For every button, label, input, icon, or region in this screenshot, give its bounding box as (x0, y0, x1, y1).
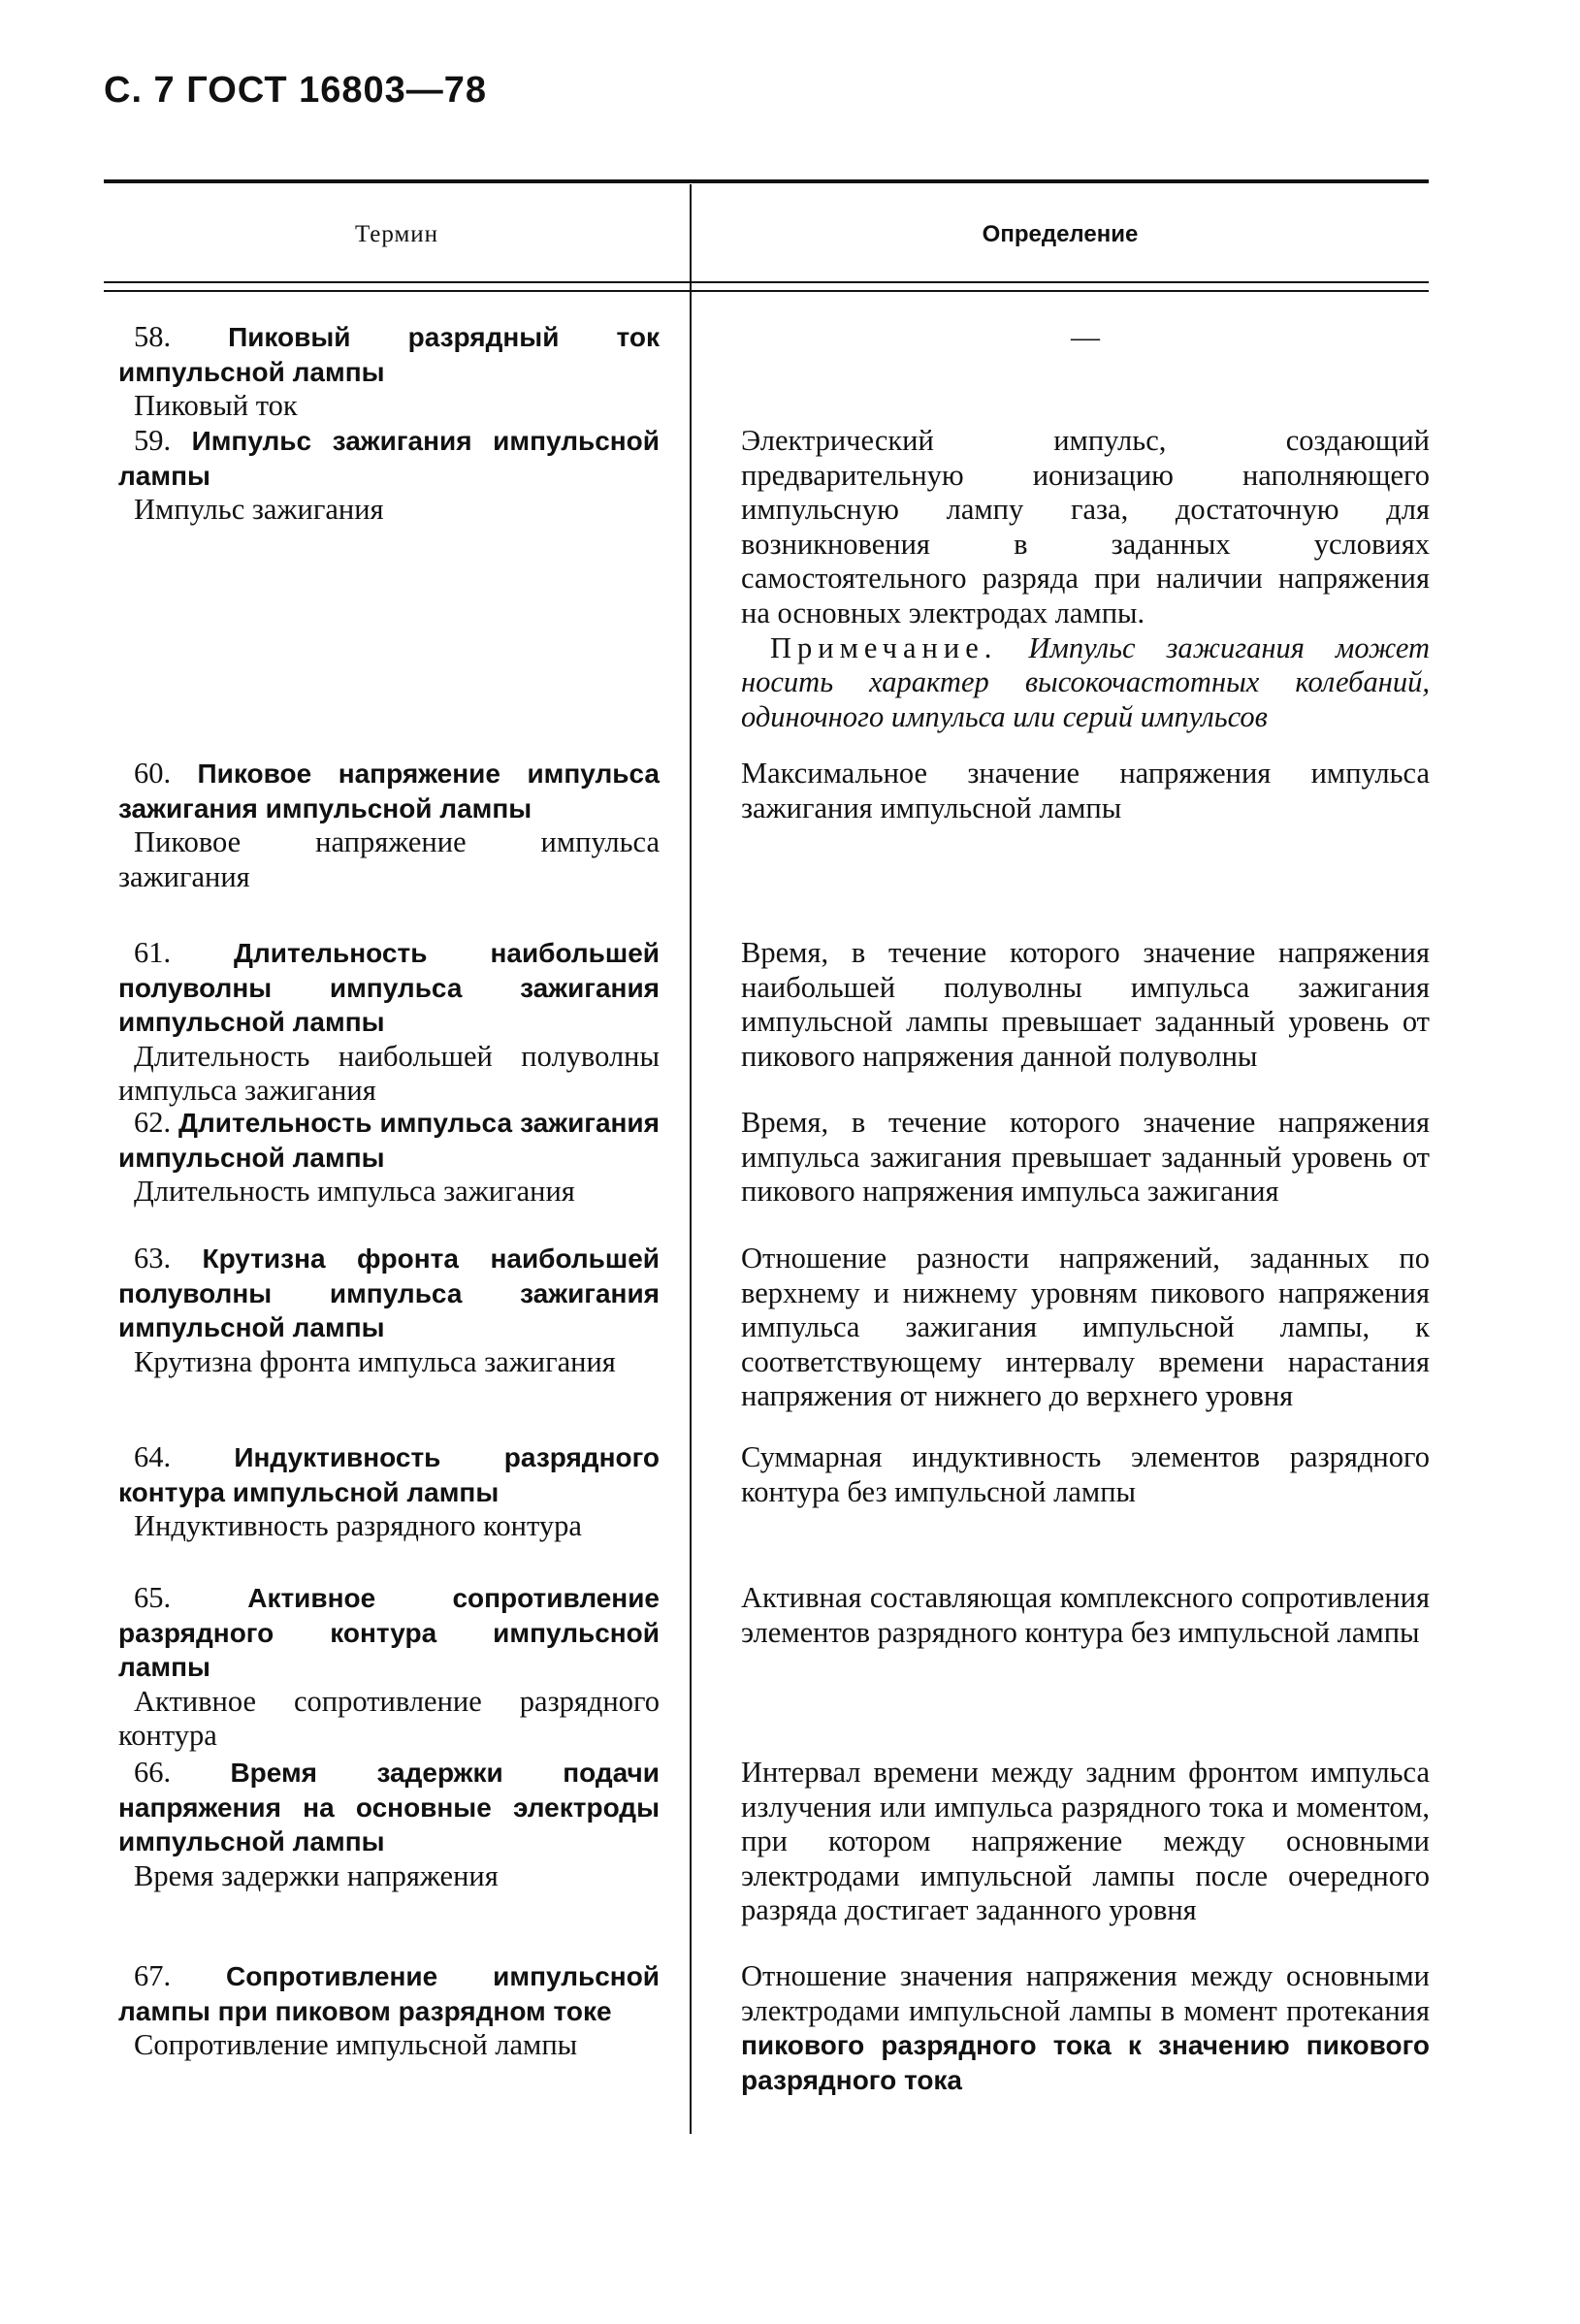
term-short-form: Длительность наибольшей полуволны импульса зажигания (118, 1039, 660, 1108)
definition-entry-63: Отношение разности напряжений, заданных по верхнему и нижнему уровням пикового напряжения импульса зажигания импульсной лампы, к соответствующему интервалу времени нарастания напряжения от нижнего до верхнего уровня (741, 1242, 1430, 1413)
term-short-form: Активное сопротивление разрядного контура (118, 1684, 660, 1753)
definition-note (741, 631, 1430, 735)
term-short-form: Сопротивление импульсной лампы (134, 2028, 578, 2062)
definition-entry-66: Интервал времени между задним фронтом импульса излучения или импульса разрядного тока и моментом, при котором напряжение между основными электродами импульсной лампы после очередного разряда достигает заданного уровня (741, 1756, 1430, 1927)
term-column-header: Термин (354, 221, 439, 247)
term-entry-62 (118, 1106, 660, 1210)
term-short-form: Импульс зажигания (134, 493, 384, 527)
term-number: 66. (134, 1756, 172, 1789)
definition-entry-58: — (1071, 321, 1100, 353)
term-entry-63 (118, 1242, 660, 1379)
term-title: Длительность импульса зажигания импульсной лампы (118, 1108, 660, 1173)
note-label: Примечание. (770, 630, 998, 664)
term-number: 63. (134, 1242, 172, 1275)
term-entry-65 (118, 1581, 660, 1754)
term-number: 67. (134, 1959, 172, 1992)
term-short-form: Индуктивность разрядного контура (134, 1509, 582, 1543)
note-text: Импульс зажигания может носить характер высокочастотных колебаний, одиночного импульса или серий импульсов (741, 630, 1430, 733)
term-title: Пиковое напряжение импульса зажигания импульсной лампы (118, 759, 660, 823)
definition-entry-59 (741, 424, 1430, 734)
definition-text: Отношение значения напряжения между основными электродами импульсной лампы в момент протекания (741, 1959, 1430, 2027)
term-entry-60 (118, 757, 660, 894)
term-number: 59. (134, 424, 172, 457)
page-header: С. 7 ГОСТ 16803—78 (104, 70, 488, 111)
definition-text: Электрический импульс, создающий предварительную ионизацию наполняющего импульсную лампу газа, достаточную для возникновения в заданных условиях самостоятельного разряда при наличии напряжения на основных электродах лампы. (741, 424, 1430, 629)
term-number: 61. (134, 936, 172, 969)
definition-entry-61: Время, в течение которого значение напряжения наибольшей полуволны импульса зажигания импульсной лампы превышает заданный уровень от пикового напряжения данной полуволны (741, 936, 1430, 1073)
term-short-form: Крутизна фронта импульса зажигания (134, 1344, 616, 1378)
definition-entry-67 (741, 1959, 1430, 2097)
term-title: Активное сопротивление разрядного контура импульсной лампы (118, 1583, 661, 1683)
definition-entry-62: Время, в течение которого значение напряжения импульса зажигания превышает заданный уровень от пикового напряжения импульса зажигания (741, 1106, 1430, 1209)
table-top-rule (104, 179, 1429, 183)
term-number: 62. (134, 1106, 172, 1139)
term-entry-59 (118, 424, 660, 528)
term-number: 60. (134, 757, 172, 790)
term-short-form: Длительность импульса зажигания (134, 1175, 575, 1209)
term-title: Импульс зажигания импульсной лампы (118, 426, 660, 491)
term-title: Пиковый разрядный ток импульсной лампы (118, 322, 660, 387)
term-title: Индуктивность разрядного контура импульсной лампы (118, 1442, 660, 1507)
term-short-form: Пиковое напряжение импульса зажигания (118, 825, 660, 893)
header-rule-upper (104, 281, 1429, 283)
definition-column-header: Определение (982, 221, 1139, 247)
term-short-form: Пиковый ток (134, 389, 298, 423)
term-number: 65. (134, 1581, 172, 1614)
definition-entry-64: Суммарная индуктивность элементов разрядного контура без импульсной лампы (741, 1440, 1430, 1508)
term-entry-58 (118, 320, 660, 424)
definition-entry-60: Максимальное значение напряжения импульса зажигания импульсной лампы (741, 757, 1430, 824)
term-title: Время задержки подачи напряжения на основные электроды импульсной лампы (118, 1758, 660, 1857)
term-title: Крутизна фронта наибольшей полуволны импульса зажигания импульсной лампы (118, 1243, 660, 1343)
term-number: 58. (134, 320, 172, 353)
definition-entry-65: Активная составляющая комплексного сопротивления элементов разрядного контура без импульсной лампы (741, 1581, 1430, 1649)
column-divider (690, 184, 692, 2134)
term-short-form: Время задержки напряжения (134, 1858, 499, 1892)
term-number: 64. (134, 1440, 172, 1473)
term-entry-66 (118, 1756, 660, 1893)
header-rule-lower (104, 290, 1429, 292)
term-entry-64 (118, 1440, 660, 1544)
term-title: Длительность наибольшей полуволны импульса зажигания импульсной лампы (118, 938, 660, 1038)
definition-text-bold: пикового разрядного тока к значению пикового разрядного тока (741, 2030, 1430, 2095)
term-entry-67 (118, 1959, 660, 2063)
term-entry-61 (118, 936, 660, 1109)
term-title: Сопротивление импульсной лампы при пиковом разрядном токе (118, 1961, 661, 2026)
